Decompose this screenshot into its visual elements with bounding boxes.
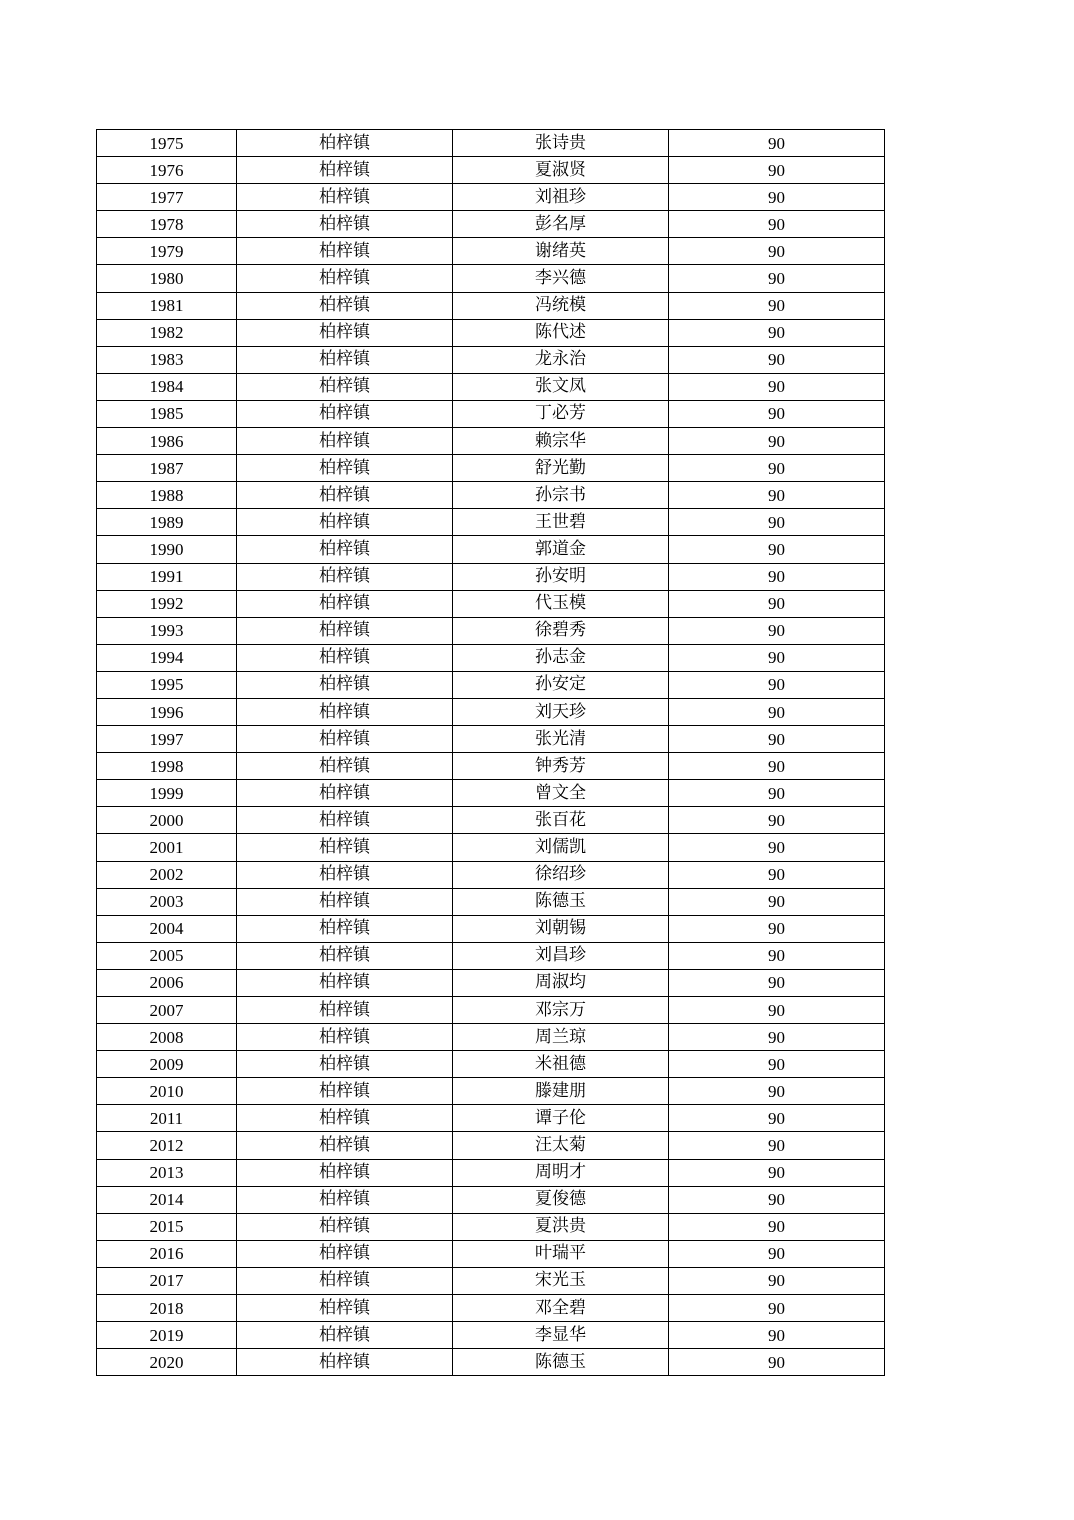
cell-town: 柏梓镇 [237, 888, 453, 915]
table-row [97, 1024, 885, 1051]
cell-name: 米祖德 [453, 1051, 669, 1078]
cell-age: 90 [669, 563, 885, 590]
cell-town: 柏梓镇 [237, 1186, 453, 1213]
cell-age: 90 [669, 1322, 885, 1349]
cell-age: 90 [669, 1105, 885, 1132]
cell-number: 1976 [97, 157, 237, 184]
cell-town: 柏梓镇 [237, 292, 453, 319]
cell-age: 90 [669, 292, 885, 319]
table-row [97, 997, 885, 1024]
cell-town: 柏梓镇 [237, 617, 453, 644]
cell-number: 2007 [97, 997, 237, 1024]
table-row [97, 888, 885, 915]
cell-age: 90 [669, 1159, 885, 1186]
cell-age: 90 [669, 455, 885, 482]
cell-name: 夏洪贵 [453, 1213, 669, 1240]
cell-name: 李显华 [453, 1322, 669, 1349]
cell-name: 李兴德 [453, 265, 669, 292]
cell-town: 柏梓镇 [237, 1132, 453, 1159]
table-row [97, 1159, 885, 1186]
cell-town: 柏梓镇 [237, 1051, 453, 1078]
cell-name: 徐碧秀 [453, 617, 669, 644]
cell-town: 柏梓镇 [237, 644, 453, 671]
cell-name: 曾文全 [453, 780, 669, 807]
cell-name: 叶瑞平 [453, 1240, 669, 1267]
cell-age: 90 [669, 319, 885, 346]
cell-age: 90 [669, 400, 885, 427]
cell-name: 刘祖珍 [453, 184, 669, 211]
cell-age: 90 [669, 157, 885, 184]
table-row [97, 455, 885, 482]
table-row [97, 1132, 885, 1159]
table-row [97, 265, 885, 292]
cell-name: 郭道金 [453, 536, 669, 563]
table-row [97, 1105, 885, 1132]
cell-age: 90 [669, 509, 885, 536]
cell-town: 柏梓镇 [237, 211, 453, 238]
cell-name: 冯统模 [453, 292, 669, 319]
cell-town: 柏梓镇 [237, 1159, 453, 1186]
cell-number: 1979 [97, 238, 237, 265]
table-row [97, 319, 885, 346]
cell-town: 柏梓镇 [237, 428, 453, 455]
cell-number: 1981 [97, 292, 237, 319]
cell-name: 孙安定 [453, 671, 669, 698]
cell-name: 夏俊德 [453, 1186, 669, 1213]
cell-age: 90 [669, 726, 885, 753]
cell-name: 刘昌珍 [453, 942, 669, 969]
table-row [97, 400, 885, 427]
cell-town: 柏梓镇 [237, 671, 453, 698]
cell-town: 柏梓镇 [237, 400, 453, 427]
cell-age: 90 [669, 698, 885, 725]
cell-number: 1997 [97, 726, 237, 753]
table-row [97, 373, 885, 400]
cell-town: 柏梓镇 [237, 1267, 453, 1294]
cell-number: 2003 [97, 888, 237, 915]
cell-name: 刘天珍 [453, 698, 669, 725]
cell-age: 90 [669, 211, 885, 238]
table-row [97, 509, 885, 536]
cell-age: 90 [669, 671, 885, 698]
cell-number: 1984 [97, 373, 237, 400]
table-row [97, 292, 885, 319]
cell-town: 柏梓镇 [237, 455, 453, 482]
cell-number: 2002 [97, 861, 237, 888]
cell-name: 赖宗华 [453, 428, 669, 455]
table-row [97, 157, 885, 184]
cell-town: 柏梓镇 [237, 265, 453, 292]
cell-age: 90 [669, 1349, 885, 1376]
cell-number: 2010 [97, 1078, 237, 1105]
cell-town: 柏梓镇 [237, 997, 453, 1024]
cell-age: 90 [669, 1186, 885, 1213]
cell-number: 1978 [97, 211, 237, 238]
cell-name: 张光清 [453, 726, 669, 753]
cell-town: 柏梓镇 [237, 536, 453, 563]
cell-age: 90 [669, 617, 885, 644]
cell-number: 2001 [97, 834, 237, 861]
cell-name: 龙永治 [453, 346, 669, 373]
cell-age: 90 [669, 1078, 885, 1105]
cell-number: 1991 [97, 563, 237, 590]
table-row [97, 942, 885, 969]
cell-name: 张诗贵 [453, 130, 669, 157]
cell-name: 汪太菊 [453, 1132, 669, 1159]
table-row [97, 211, 885, 238]
cell-age: 90 [669, 130, 885, 157]
cell-age: 90 [669, 536, 885, 563]
cell-age: 90 [669, 265, 885, 292]
cell-town: 柏梓镇 [237, 969, 453, 996]
cell-number: 1996 [97, 698, 237, 725]
cell-age: 90 [669, 915, 885, 942]
cell-name: 丁必芳 [453, 400, 669, 427]
cell-town: 柏梓镇 [237, 157, 453, 184]
cell-number: 2016 [97, 1240, 237, 1267]
cell-name: 谭子伦 [453, 1105, 669, 1132]
table-row [97, 861, 885, 888]
cell-name: 邓全碧 [453, 1295, 669, 1322]
cell-age: 90 [669, 1213, 885, 1240]
table-row [97, 1349, 885, 1376]
table-row [97, 1186, 885, 1213]
cell-name: 孙安明 [453, 563, 669, 590]
cell-age: 90 [669, 753, 885, 780]
cell-number: 2000 [97, 807, 237, 834]
cell-age: 90 [669, 1267, 885, 1294]
cell-age: 90 [669, 1051, 885, 1078]
cell-town: 柏梓镇 [237, 807, 453, 834]
table-row [97, 238, 885, 265]
cell-age: 90 [669, 184, 885, 211]
cell-town: 柏梓镇 [237, 942, 453, 969]
cell-name: 钟秀芳 [453, 753, 669, 780]
cell-number: 1992 [97, 590, 237, 617]
cell-number: 2009 [97, 1051, 237, 1078]
cell-name: 周明才 [453, 1159, 669, 1186]
cell-number: 1993 [97, 617, 237, 644]
cell-number: 1985 [97, 400, 237, 427]
cell-number: 2006 [97, 969, 237, 996]
cell-name: 滕建朋 [453, 1078, 669, 1105]
cell-town: 柏梓镇 [237, 184, 453, 211]
cell-name: 宋光玉 [453, 1267, 669, 1294]
cell-number: 2012 [97, 1132, 237, 1159]
cell-name: 孙宗书 [453, 482, 669, 509]
cell-name: 陈德玉 [453, 1349, 669, 1376]
table-row [97, 807, 885, 834]
data-table [96, 129, 885, 1376]
cell-age: 90 [669, 428, 885, 455]
cell-town: 柏梓镇 [237, 1024, 453, 1051]
cell-age: 90 [669, 590, 885, 617]
table-row [97, 346, 885, 373]
cell-name: 孙志金 [453, 644, 669, 671]
cell-name: 邓宗万 [453, 997, 669, 1024]
cell-number: 1977 [97, 184, 237, 211]
cell-number: 1983 [97, 346, 237, 373]
table-row [97, 1295, 885, 1322]
cell-town: 柏梓镇 [237, 319, 453, 346]
cell-name: 谢绪英 [453, 238, 669, 265]
cell-number: 2019 [97, 1322, 237, 1349]
cell-number: 2015 [97, 1213, 237, 1240]
table-body [97, 130, 885, 1376]
cell-town: 柏梓镇 [237, 698, 453, 725]
cell-age: 90 [669, 888, 885, 915]
cell-age: 90 [669, 1132, 885, 1159]
cell-age: 90 [669, 780, 885, 807]
cell-town: 柏梓镇 [237, 130, 453, 157]
cell-age: 90 [669, 942, 885, 969]
cell-town: 柏梓镇 [237, 1213, 453, 1240]
cell-town: 柏梓镇 [237, 373, 453, 400]
cell-age: 90 [669, 482, 885, 509]
cell-name: 陈德玉 [453, 888, 669, 915]
cell-number: 2013 [97, 1159, 237, 1186]
cell-town: 柏梓镇 [237, 726, 453, 753]
cell-age: 90 [669, 346, 885, 373]
cell-name: 彭名厚 [453, 211, 669, 238]
table-row [97, 184, 885, 211]
table-row [97, 698, 885, 725]
cell-age: 90 [669, 1024, 885, 1051]
cell-number: 2017 [97, 1267, 237, 1294]
cell-age: 90 [669, 997, 885, 1024]
table-row [97, 834, 885, 861]
table-row [97, 590, 885, 617]
cell-name: 王世碧 [453, 509, 669, 536]
cell-town: 柏梓镇 [237, 753, 453, 780]
table-row [97, 1213, 885, 1240]
cell-town: 柏梓镇 [237, 861, 453, 888]
cell-name: 张文凤 [453, 373, 669, 400]
cell-number: 2005 [97, 942, 237, 969]
cell-name: 周兰琼 [453, 1024, 669, 1051]
cell-number: 1990 [97, 536, 237, 563]
cell-age: 90 [669, 969, 885, 996]
cell-town: 柏梓镇 [237, 238, 453, 265]
cell-town: 柏梓镇 [237, 563, 453, 590]
table-row [97, 671, 885, 698]
table-row [97, 482, 885, 509]
cell-town: 柏梓镇 [237, 1322, 453, 1349]
cell-number: 2008 [97, 1024, 237, 1051]
cell-age: 90 [669, 807, 885, 834]
cell-town: 柏梓镇 [237, 1295, 453, 1322]
cell-number: 1989 [97, 509, 237, 536]
cell-town: 柏梓镇 [237, 1349, 453, 1376]
cell-town: 柏梓镇 [237, 915, 453, 942]
cell-age: 90 [669, 834, 885, 861]
cell-number: 1999 [97, 780, 237, 807]
cell-name: 周淑均 [453, 969, 669, 996]
table-row [97, 617, 885, 644]
cell-name: 张百花 [453, 807, 669, 834]
cell-name: 刘朝锡 [453, 915, 669, 942]
cell-town: 柏梓镇 [237, 1240, 453, 1267]
cell-name: 陈代述 [453, 319, 669, 346]
cell-number: 1988 [97, 482, 237, 509]
cell-number: 1987 [97, 455, 237, 482]
cell-number: 1982 [97, 319, 237, 346]
table-row [97, 1078, 885, 1105]
table-row [97, 726, 885, 753]
cell-age: 90 [669, 238, 885, 265]
cell-number: 2004 [97, 915, 237, 942]
cell-age: 90 [669, 861, 885, 888]
cell-name: 夏淑贤 [453, 157, 669, 184]
cell-name: 徐绍珍 [453, 861, 669, 888]
cell-age: 90 [669, 1240, 885, 1267]
table-row [97, 1322, 885, 1349]
cell-name: 代玉模 [453, 590, 669, 617]
table-row [97, 563, 885, 590]
cell-number: 1994 [97, 644, 237, 671]
cell-number: 2018 [97, 1295, 237, 1322]
table-row [97, 428, 885, 455]
cell-number: 2020 [97, 1349, 237, 1376]
cell-town: 柏梓镇 [237, 1105, 453, 1132]
cell-number: 1980 [97, 265, 237, 292]
cell-age: 90 [669, 1295, 885, 1322]
table-row [97, 780, 885, 807]
cell-number: 2011 [97, 1105, 237, 1132]
cell-number: 1995 [97, 671, 237, 698]
table-row [97, 1051, 885, 1078]
cell-number: 1986 [97, 428, 237, 455]
table-row [97, 753, 885, 780]
cell-name: 刘儒凯 [453, 834, 669, 861]
table-row [97, 130, 885, 157]
cell-town: 柏梓镇 [237, 834, 453, 861]
cell-age: 90 [669, 373, 885, 400]
cell-number: 1998 [97, 753, 237, 780]
cell-town: 柏梓镇 [237, 780, 453, 807]
table-row [97, 1240, 885, 1267]
table-row [97, 969, 885, 996]
cell-town: 柏梓镇 [237, 482, 453, 509]
cell-name: 舒光勤 [453, 455, 669, 482]
table-row [97, 536, 885, 563]
cell-number: 1975 [97, 130, 237, 157]
cell-town: 柏梓镇 [237, 1078, 453, 1105]
cell-town: 柏梓镇 [237, 509, 453, 536]
cell-number: 2014 [97, 1186, 237, 1213]
cell-age: 90 [669, 644, 885, 671]
cell-town: 柏梓镇 [237, 346, 453, 373]
table-row [97, 1267, 885, 1294]
table-row [97, 915, 885, 942]
cell-town: 柏梓镇 [237, 590, 453, 617]
table-row [97, 644, 885, 671]
